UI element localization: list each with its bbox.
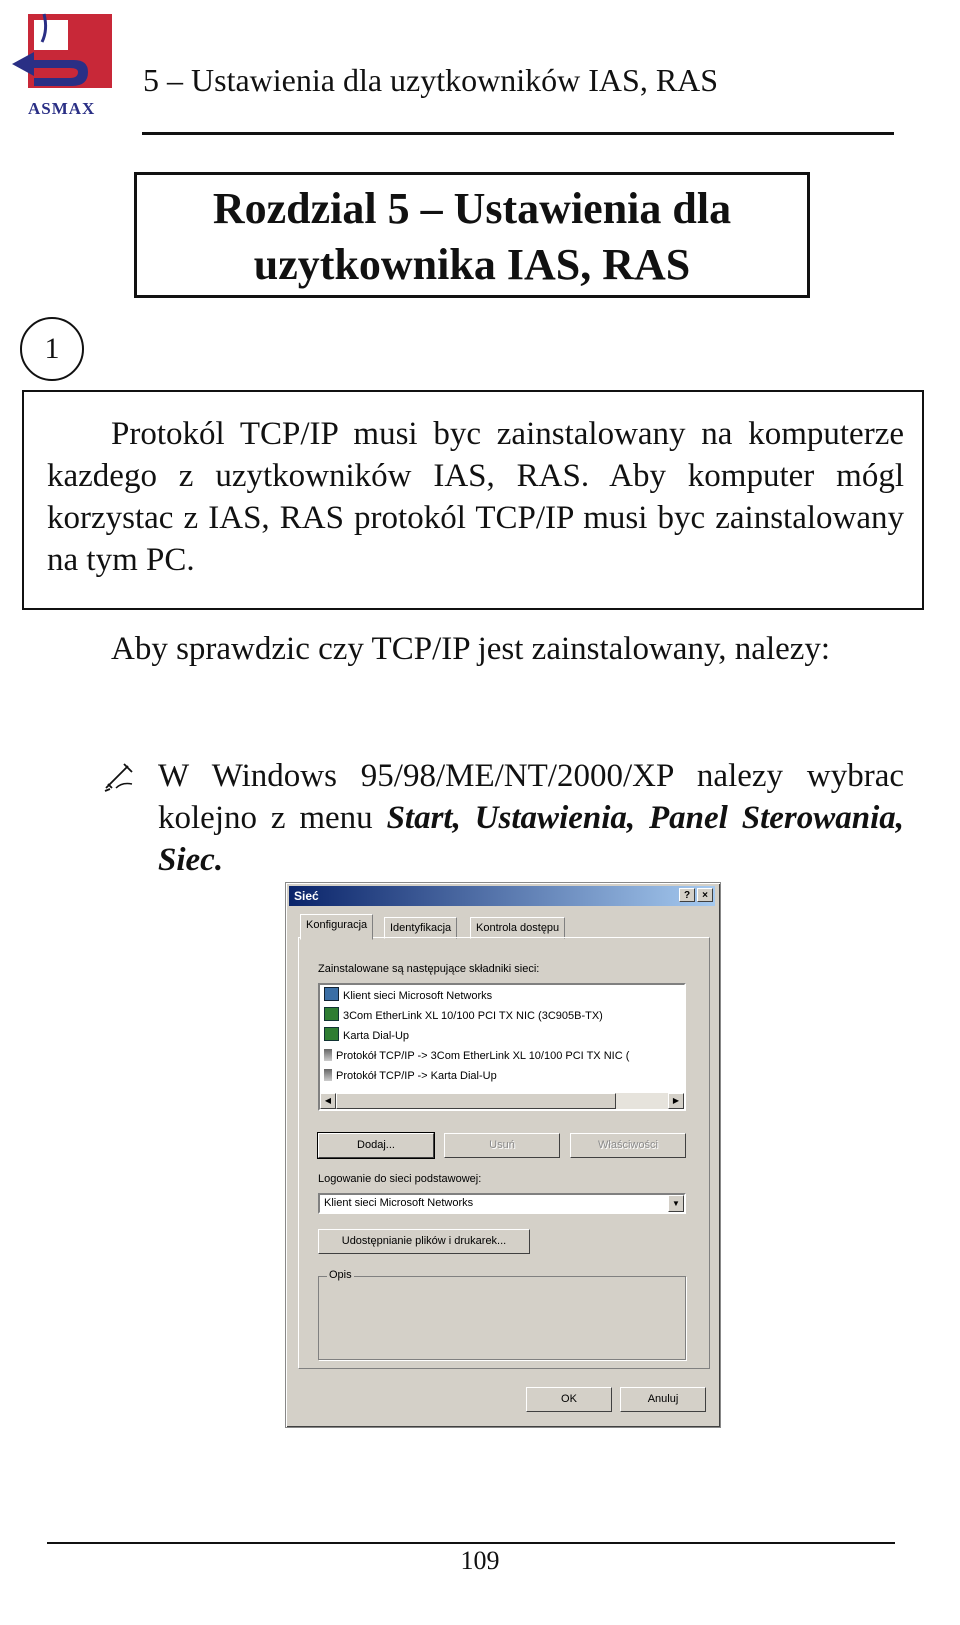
logon-value: Klient sieci Microsoft Networks (324, 1197, 474, 1209)
tab-konfiguracja[interactable]: Konfiguracja (300, 914, 373, 940)
dialog-title: Sieć (294, 889, 319, 903)
logon-select[interactable] (318, 1193, 686, 1214)
components-label: Zainstalowane są następujące składniki sieci: (318, 963, 540, 975)
close-button[interactable]: × (697, 888, 713, 902)
scroll-left-icon[interactable]: ◀ (320, 1093, 336, 1109)
logo-text: ASMAX (28, 99, 96, 118)
file-sharing-button[interactable]: Udostępnianie plików i drukarek... (318, 1229, 530, 1254)
network-card-icon (324, 1007, 339, 1021)
description-label: Opis (329, 1269, 352, 1281)
writing-hand-icon (102, 758, 138, 794)
ok-button[interactable]: OK (526, 1387, 612, 1412)
scroll-right-icon[interactable]: ▶ (668, 1093, 684, 1109)
bullet-instruction (158, 755, 904, 881)
page-number: 109 (460, 1546, 500, 1575)
cancel-button[interactable]: Anuluj (620, 1387, 706, 1412)
chapter-title-line1: Rozdzial 5 – Ustawienia dla (212, 184, 732, 233)
footer-rule (47, 1542, 895, 1544)
dialog-titlebar (289, 886, 715, 906)
remove-button[interactable]: Usuń (444, 1133, 560, 1158)
protocol-icon (324, 1069, 332, 1081)
chapter-title-box (134, 172, 810, 298)
horizontal-scrollbar[interactable] (320, 1093, 684, 1109)
list-item[interactable]: Protokół TCP/IP -> Karta Dial-Up (324, 1067, 497, 1085)
chevron-down-icon[interactable]: ▼ (668, 1195, 684, 1212)
list-item[interactable]: Karta Dial-Up (324, 1027, 409, 1045)
help-button[interactable]: ? (679, 888, 695, 902)
logon-label: Logowanie do sieci podstawowej: (318, 1173, 482, 1185)
bullet-text-plain: W Windows 95/98/ME/NT/2000/XP nalezy wybrac kolejno z menu (158, 758, 904, 836)
add-button[interactable]: Dodaj... (318, 1133, 434, 1158)
running-header: 5 – Ustawienia dla uzytkowników IAS, RAS (143, 62, 719, 98)
list-item[interactable]: Protokół TCP/IP -> 3Com EtherLink XL 10/100 PCI TX NIC ( (324, 1047, 629, 1065)
list-item[interactable]: 3Com EtherLink XL 10/100 PCI TX NIC (3C905B-TX) (324, 1007, 603, 1025)
note-text: Protokól TCP/IP musi byc zainstalowany na komputerze kazdego z uzytkowników IAS, RAS. Aby komputer mógl korzystac z IAS, RAS protokól TCP/IP musi byc zainstalowany na tym PC. (47, 416, 904, 578)
client-icon (324, 987, 339, 1001)
bullet-text-menu-path: Start, Ustawienia, Panel Sterowania, Siec. (158, 800, 905, 878)
list-item[interactable]: Klient sieci Microsoft Networks (324, 987, 492, 1005)
header-rule (142, 132, 894, 135)
network-dialog (285, 882, 721, 1428)
check-paragraph: Aby sprawdzic czy TCP/IP jest zainstalowany, nalezy: (111, 631, 831, 667)
step-number: 1 (20, 317, 84, 381)
description-group (318, 1269, 686, 1360)
tab-identyfikacja[interactable]: Identyfikacja (384, 917, 457, 939)
network-card-icon (324, 1027, 339, 1041)
tab-kontrola-dostepu[interactable]: Kontrola dostępu (470, 917, 565, 939)
scroll-thumb[interactable] (336, 1093, 616, 1109)
components-list[interactable] (318, 983, 686, 1111)
protocol-icon (324, 1049, 332, 1061)
properties-button[interactable]: Właściwości (570, 1133, 686, 1158)
chapter-title-line2: uzytkownika IAS, RAS (253, 240, 691, 289)
